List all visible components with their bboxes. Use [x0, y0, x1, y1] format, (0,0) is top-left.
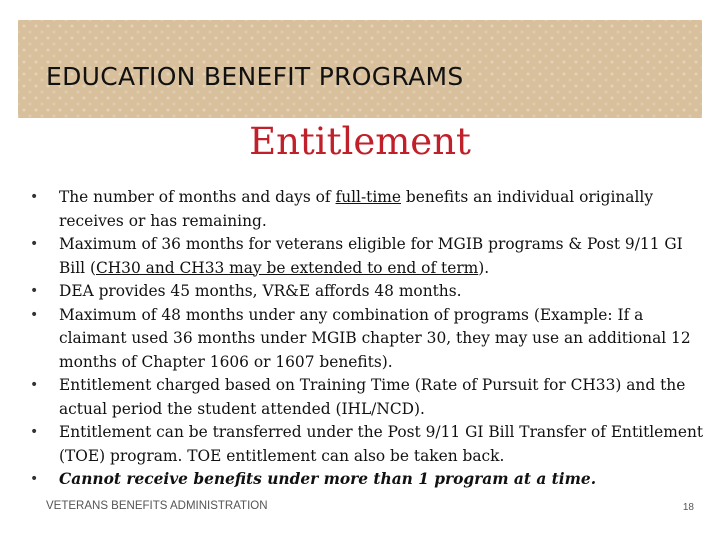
bullet-item — [26, 374, 706, 421]
bullet-text-pre: Maximum of 36 months for veterans eligible for MGIB programs & Post 9/11 GI Bill ( — [59, 235, 683, 277]
bullet-item — [26, 186, 706, 233]
bullet-item — [26, 304, 706, 375]
underlined-term: full-time — [335, 188, 401, 206]
bullet-item — [26, 233, 706, 280]
bullet-dot-icon: • — [30, 471, 39, 487]
bullet-list — [26, 186, 706, 492]
bullet-text-pre: The number of months and days of — [59, 188, 336, 206]
underlined-term: CH30 and CH33 may be extended to end of term — [95, 258, 479, 277]
bullet-dot-icon: • — [30, 189, 39, 205]
header-banner — [18, 20, 702, 118]
bullet-item — [26, 280, 706, 304]
bullet-text-emphasis: Cannot receive benefits under more than 1 program at a time. — [59, 470, 597, 488]
bullet-item — [26, 468, 706, 492]
bullet-text: Entitlement charged based on Training Time (Rate of Pursuit for CH33) and the actual period the student attended (IHL/NCD). — [59, 376, 686, 418]
bullet-item — [26, 421, 706, 468]
bullet-dot-icon: • — [30, 236, 39, 252]
bullet-dot-icon: • — [30, 377, 39, 393]
slide-subtitle: Entitlement — [249, 120, 471, 163]
bullet-dot-icon: • — [30, 306, 39, 323]
bullet-text: DEA provides 45 months, VR&E affords 48 months. — [59, 282, 462, 300]
bullet-text: Entitlement can be transferred under the Post 9/11 GI Bill Transfer of Entitlement (TOE) program. TOE entitlement can also be taken back. — [59, 423, 704, 465]
bullet-text-post: ). — [478, 258, 490, 277]
footer-organization: VETERANS BENEFITS ADMINISTRATION — [46, 500, 268, 512]
bullet-dot-icon: • — [30, 424, 39, 440]
slide-section-title: EDUCATION BENEFIT PROGRAMS — [46, 62, 464, 91]
bullet-text: Maximum of 48 months under any combination of programs (Example: If a claimant used 36 months under MGIB chapter 30, they may use an additional 12 months of Chapter 1606 or 1607 benefits). — [59, 305, 691, 371]
bullet-text-post: benefits an individual originally receives or has remaining. — [59, 188, 654, 230]
bullet-dot-icon: • — [30, 283, 39, 299]
page-number: 18 — [682, 502, 694, 513]
